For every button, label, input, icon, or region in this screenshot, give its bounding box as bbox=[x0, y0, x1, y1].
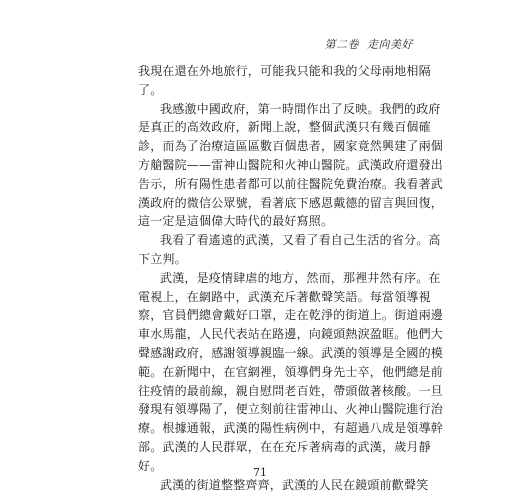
text-line: 診，而為了治療這區區數百個患者，國家竟然興建了兩個 bbox=[138, 139, 444, 154]
running-header-volume: 第二卷 bbox=[324, 38, 359, 51]
text-line: 方艙醫院——雷神山醫院和火神山醫院。武漢政府還發出 bbox=[138, 157, 444, 172]
text-line: 療。根據通報，武漢的陽性病例中，有超過八成是領導幹 bbox=[138, 421, 444, 436]
text-line: 告示，所有陽性患者都可以前往醫院免費治療。我看著武 bbox=[138, 176, 444, 191]
text-line: 武漢的街道整整齊齊，武漢的人民在鏡頭前歡聲笑 bbox=[160, 477, 429, 492]
running-header bbox=[325, 36, 414, 52]
text-line: 電視上，在網路中，武漢充斥著歡聲笑語。每當領導視 bbox=[138, 289, 431, 304]
text-line: 武漢，是疫情肆虐的地方，然而，那裡井然有序。在 bbox=[160, 270, 441, 285]
running-header-chapter: 走向美好 bbox=[367, 38, 413, 51]
text-line: 察，官員們總會戴好口罩，走在乾淨的街道上。街道兩邊 bbox=[138, 308, 444, 323]
text-line: 發現有領導陽了，便立刻前往雷神山、火神山醫院進行治 bbox=[138, 402, 444, 417]
text-line: 我看了看遙遠的武漢，又看了看自己生活的省分。高 bbox=[160, 233, 441, 248]
text-line: 範。在新聞中，在官網裡，領導們身先士卒，他們總是前 bbox=[138, 364, 444, 379]
text-line: 我感激中國政府，第一時間作出了反映。我們的政府 bbox=[160, 101, 441, 116]
text-line: 漢政府的微信公眾號，看著底下感恩戴德的留言與回復， bbox=[138, 195, 444, 210]
text-line: 我現在還在外地旅行，可能我只能和我的父母兩地相隔 bbox=[138, 64, 431, 78]
text-line: 下立判。 bbox=[138, 251, 187, 266]
text-line: 部。武漢的人民群眾，在在充斥著病毒的武漢，歲月靜 bbox=[138, 439, 431, 454]
text-line: 聲感謝政府，感謝領導親臨一線。武漢的領導是全國的模 bbox=[138, 345, 444, 360]
page-number: 71 bbox=[253, 466, 267, 479]
text-line: 車水馬龍，人民代表站在路邊，向鏡頭熱淚盈眶。他們大 bbox=[138, 327, 444, 342]
text-line: 往疫情的最前線，親自慰問老百姓，帶頭做著核酸。一旦 bbox=[138, 383, 444, 398]
text-line: 是真正的高效政府，新聞上說，整個武漢只有幾百個確 bbox=[138, 120, 431, 135]
text-line: 這一定是這個偉大時代的最好寫照。 bbox=[138, 214, 334, 229]
text-line: 了。 bbox=[138, 82, 163, 97]
body-text bbox=[138, 62, 444, 494]
text-line: 好。 bbox=[138, 458, 163, 473]
